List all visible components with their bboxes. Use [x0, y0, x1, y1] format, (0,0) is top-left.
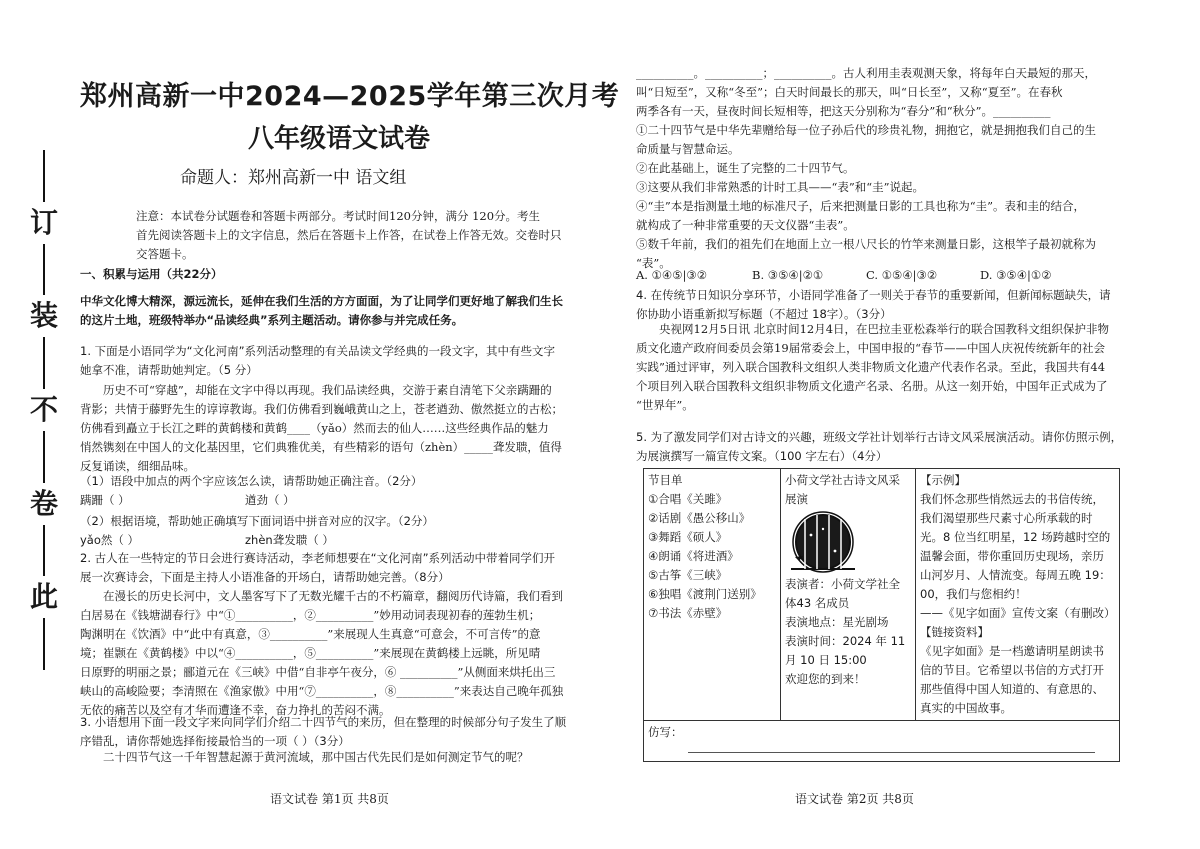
- section-heading: 一、积累与运用（共22分）: [80, 267, 223, 281]
- q4-passage: [636, 320, 1158, 415]
- program-item: ④朗诵《将进酒》: [648, 549, 739, 563]
- q3-option-b[interactable]: B. ③⑤④|②①: [752, 268, 824, 282]
- page1-footer: 语文试卷 第1页 共8页: [270, 792, 389, 806]
- passage-line: 质文化遗产政府间委员会第19届常委会上，中国申报的“春节——中国人庆祝传统新年的社会: [636, 341, 1106, 355]
- passage-line: 境；崔颢在《黄鹤楼》中以“④__________，⑤__________”来展现在黄鹤楼上远眺，所见晴: [80, 646, 541, 660]
- passage-line: 叫“日短至”，又称“冬至”；白天时间最长的那天，叫“日长至”，又称“夏至”。在春秋: [636, 85, 1063, 99]
- example-cell: [916, 469, 1120, 721]
- passage-line: “世界年”。: [636, 398, 694, 412]
- passage-line: 实践”通过评审，列入联合国教科文组织人类非物质文化遗产代表作名录。至此，我国共有44: [636, 360, 1106, 374]
- q1-sub2: （2）根据语境，帮助她正确填写下面词语中拼音对应的汉字。（2分）: [80, 514, 434, 528]
- program-list-heading: 节目单: [648, 473, 683, 487]
- imitate-label: 仿写：: [648, 725, 683, 739]
- event-welcome: 欢迎您的到来！: [785, 672, 866, 686]
- question-line: 1. 下面是小语同学为“文化河南”系列活动整理的有关品读文学经典的一段文字，其中有些文字: [80, 344, 556, 358]
- passage-line: ③这要从我们非常熟悉的计时工具——“表”和“圭”说起。: [636, 180, 925, 194]
- notice-line: 注意：本试卷分试题卷和答题卡两部分。考试时间120分钟，满分 120分。考生: [136, 209, 541, 223]
- link-text: 《见字如面》是一档邀请明星朗读书信的节目。它希望以书信的方式打开那些值得中国人知道的、有意思的、真实的中国故事。: [920, 644, 1104, 715]
- passage-line: 就构成了一种非常重要的天文仪器“圭表”。: [636, 218, 855, 232]
- notice-line: 交答题卡。: [136, 247, 194, 261]
- question-line: 序错乱，请你帮她选择衔接最恰当的一项（ ）（3分）: [80, 734, 350, 748]
- link-heading: 【链接资料】: [920, 625, 989, 639]
- passage-line: __________。__________；__________。古人利用圭表观测天象，将每年白天最短的那天，: [636, 66, 1096, 80]
- program-item: ①合唱《关雎》: [648, 492, 728, 506]
- event-venue: 表演地点：星光剧场: [785, 615, 889, 629]
- passage-line: 反复诵读，细细品味。: [80, 459, 195, 473]
- program-list-cell: [644, 469, 781, 721]
- binding-char: 装: [29, 299, 58, 333]
- passage-line: 白居易在《钱塘湖春行》中“①__________，②__________”妙用动词表现初春的莲勃生机；: [80, 608, 541, 622]
- passage-line: “表”。: [636, 256, 671, 270]
- program-item: ②话剧《愚公移山》: [648, 511, 751, 525]
- question-line: 展一次赛诗会，下面是主持人小语准备的开场白，请帮助她完善。（8分）: [80, 570, 450, 584]
- binding-char: 卷: [29, 486, 58, 520]
- exam-setter: 命题人：郑州高新一中 语文组: [180, 168, 407, 188]
- question-line: 5. 为了激发同学们对古诗文的兴趣，班级文学社计划举行古诗文风采展演活动。请你仿照示例，: [636, 430, 1123, 444]
- question-line: 4. 在传统节日知识分享环节，小语同学准备了一则关于春节的重要新闻，但新闻标题缺失，请: [636, 288, 1111, 302]
- binding-char: 此: [29, 580, 58, 614]
- passage-line: ①二十四节气是中华先辈赠给每一位子孙后代的珍贵礼物，拥抱它，就是拥抱我们自己的生: [636, 123, 1096, 137]
- example-heading: 【示例】: [920, 473, 966, 487]
- notice-line: 首先阅读答题卡上的文字信息，然后在答题卡上作答，在试卷上作答无效。交卷时只: [136, 228, 562, 242]
- question-line: 你协助小语重新拟写标题（不超过 18字）。（3分）: [636, 307, 892, 321]
- binding-char: 订: [29, 205, 58, 239]
- question-1: [80, 342, 590, 380]
- passage-line: 仿佛看到矗立于长江之畔的黄鹤楼和黄鹤____（yǎo）然而去的仙人……这些经典作品的魅力: [80, 421, 549, 435]
- example-source: ——《见字如面》宣传文案（有删改）: [920, 606, 1116, 620]
- question-line: 她拿不准，请帮助她判定。（5 分）: [80, 363, 258, 377]
- passage-line: 命质量与智慧命运。: [636, 142, 740, 156]
- q3-passage-first: 二十四节气这一千年智慧起源于黄河流域，那中国古代先民们是如何测定节气的呢？: [103, 750, 529, 764]
- passage-line: ⑤数千年前，我们的祖先们在地面上立一根八尺长的竹竿来测量日影，这根竿子最初就称为: [636, 237, 1096, 251]
- q2-passage: [80, 587, 590, 720]
- q3-option-d[interactable]: D. ③⑤④|①②: [980, 268, 1052, 282]
- intro-line: 中华文化博大精深，源远流长，延伸在我们生活的方方面面，为了让同学们更好地了解我们生长: [80, 294, 563, 308]
- passage-line: 两季各有一天，昼夜时间长短相等，把这天分别称为“春分”和“秋分”。__________: [636, 104, 1051, 118]
- passage-line: 背影；共情于藤野先生的谆谆教诲。我们仿佛看到巍峨黄山之上，苍老遒劲、傲然挺立的古松；: [80, 402, 563, 416]
- q1-sub1-blank[interactable]: 遒劲（ ）: [245, 493, 295, 507]
- intro-line: 的这片土地，班级特举办“品读经典”系列主题活动。请你参与并完成任务。: [80, 313, 464, 327]
- passage-line: 陶渊明在《饮酒》中“此中有真意，③__________”来展现人生真意“可意会，不可言传”的意: [80, 627, 541, 641]
- question-3: [80, 713, 590, 751]
- imitate-cell[interactable]: [644, 721, 1120, 762]
- question-line: 3. 小语想用下面一段文字来向同学们介绍二十四节气的来历，但在整理的时候部分句子发生了顺: [80, 715, 567, 729]
- q3-option-c[interactable]: C. ①⑤④|③②: [866, 268, 938, 282]
- question-line: 2. 古人在一些特定的节日会进行赛诗活动，李老师想要在“文化河南”系列活动中带着同学们开: [80, 551, 556, 565]
- question-5: [636, 428, 1158, 466]
- q1-passage: [80, 381, 590, 476]
- intro: [80, 292, 590, 330]
- q1-sub2-blank[interactable]: zhèn聋发聩（ ）: [245, 533, 334, 547]
- event-performer: 表演者：小荷文学社全体43 名成员: [785, 577, 900, 610]
- example-text: 我们怀念那些悄然远去的书信传统，我们渴望那些尺素寸心所承载的时光。8 位当红明星，12 场跨越时空的温馨会面，带你重回历史现场，亲历山河岁月、人情流变。每周五晚 19：00，我们与您相约！: [920, 492, 1111, 601]
- q1-sub1-blank[interactable]: 蹒跚（ ）: [80, 493, 130, 507]
- passage-line: 央视网12月5日讯 北京时间12月4日，在巴拉圭亚松森举行的联合国教科文组织保护非物: [659, 322, 1110, 336]
- question-4: [636, 286, 1158, 324]
- event-time: 表演时间：2024 年 11 月 10 日 15:00: [785, 634, 906, 667]
- notice: [136, 207, 596, 264]
- page2-footer: 语文试卷 第2页 共8页: [795, 792, 914, 806]
- exam-title: 郑州高新一中2024—2025学年第三次月考: [80, 81, 620, 112]
- passage-line: ④“圭”本是指测量土地的标准尺子，后来把测量日影的工具也称为“圭”。表和圭的结合，: [636, 199, 1086, 213]
- binding-line: [22, 150, 66, 670]
- passage-line: ②在此基础上，诞生了完整的二十四节气。: [636, 161, 855, 175]
- passage-line: 个项目列入联合国教科文组织非物质文化遗产名录、名册。从这一刻开始，中国年正式成为了: [636, 379, 1108, 393]
- passage-line: 历史不可“穿越”，却能在文字中得以再现。我们品读经典，交游于素自清笔下父亲蹒跚的: [103, 383, 552, 397]
- exam-subtitle: 八年级语文试卷: [248, 124, 431, 154]
- event-title: 小荷文学社古诗文风采展演: [785, 473, 900, 506]
- passage-line: 无依的痛苦以及空有才华而遭逢不幸，奋力挣扎的苦闷不满。: [80, 703, 391, 717]
- passage-line: 悄然镌刻在中国人的文化基因里，它们典雅优美，有些精彩的语句（zhèn）_____聋发聩，值得: [80, 440, 562, 454]
- program-table: [643, 468, 1120, 762]
- event-illustration: [787, 511, 859, 573]
- passage-line: 峡山的高峻险要；李清照在《渔家傲》中用“⑦__________，⑧__________”来表达自己晚年孤独: [80, 684, 564, 698]
- passage-line: 在漫长的历史长河中，文人墨客写下了无数光耀千古的不朽篇章，翻阅历代诗篇，我们看到: [103, 589, 563, 603]
- program-item: ⑥独唱《渡荆门送别》: [648, 587, 762, 601]
- q3-continuation: [636, 64, 1158, 273]
- q1-sub1: （1）语段中加点的两个字应该怎么读，请帮助她正确注音。（2分）: [80, 474, 423, 488]
- question-2: [80, 549, 590, 587]
- passage-line: 日原野的明丽之景；郦道元在《三峡》中借“自非亭午夜分，⑥ __________”从侧面来烘托出三: [80, 665, 556, 679]
- q1-sub2-blank[interactable]: yǎo然（ ）: [80, 533, 140, 547]
- program-item: ⑤古筝《三峡》: [648, 568, 728, 582]
- program-item: ⑦书法《赤壁》: [648, 606, 728, 620]
- event-info-cell: [781, 469, 916, 721]
- question-line: 为展演撰写一篇宣传文案。（100 字左右）（4分）: [636, 449, 888, 463]
- q3-option-a[interactable]: A. ①④⑤|③②: [636, 268, 708, 282]
- program-item: ③舞蹈《硕人》: [648, 530, 728, 544]
- binding-char: 不: [29, 393, 58, 427]
